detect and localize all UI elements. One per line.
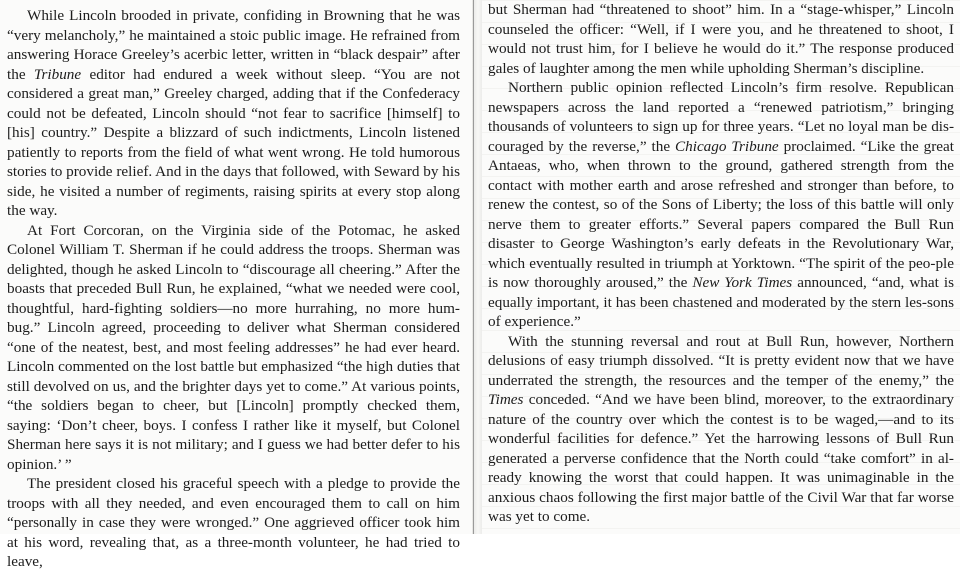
right-p2-text-a: Northern public opinion reflected Lincoln’s firm resolve. Republican newspapers across the land reported a “renewed patriotism,” bringing thousands of volunteers to sign up for three years. “Let no loyal man be dis-couraged by the reverse,” the xyxy=(488,79,954,155)
right-paragraph-3 xyxy=(488,332,954,527)
left-paragraph-3: The president closed his graceful speech with a pledge to provide the troops with all they needed, and even encouraged them to call on him “personally in case they were wronged.” One aggrieved officer took him at his word, revealing that, as a three-month volunteer, he had tried to leave, xyxy=(7,475,460,570)
right-p3-text-a: With the stunning reversal and rout at Bull Run, however, Northern delusions of easy triumph dissolved. “It is pretty evident now that we have underrated the strength, the resources and the temper of the enemy,” the xyxy=(488,332,954,389)
right-p2-text-b: proclaimed. “Like the great Antaeas, who, when thrown to the ground, gathered strength from the contact with mother earth and arose refreshed and stronger than before, to renew the contest, so of the Sons of Liberty; the loss of this battle will only nerve them to greater efforts.” Several papers compared the Bull Run disaster to George Washington’s early defeats in the Revolutionary War, which eventually resulted in triumph at Yorktown. “The spirit of the peo-ple is now thoroughly aroused,” the xyxy=(488,137,954,291)
column-divider xyxy=(473,0,474,534)
left-p1-text-b: editor had endured a week without sleep. “You are not considered a great man,” Greeley charged, adding that if the Confederacy could not be defeated, Lincoln should “not fear to sacrifice [himself] to [his] country.” Despite a blizzard of such indictments, Lincoln listened patiently to reports from the field of what went wrong. He told humorous stories to provide relief. And in the days that followed, with Seward by his side, he visited a number of regiments, raising spirits at every stop along the way. xyxy=(7,65,460,219)
right-paragraph-1: but Sherman had “threatened to shoot” him. In a “stage-whisper,” Lincoln counseled the officer: “Well, if I were you, and he threatened to shoot, I would not trust him, for I believe he would do it.” The response produced gales of laughter among the men while upholding Sherman’s discipline. xyxy=(488,1,954,77)
right-p3-italic-times: Times xyxy=(488,391,524,408)
right-p2-text-c: announced, “and, what is equally important, it has been chastened and moderated by the stern les-sons of experience.” xyxy=(488,274,954,330)
right-p2-italic-new-york-times: New York Times xyxy=(692,274,793,291)
left-p1-italic-tribune: Tribune xyxy=(33,65,82,83)
right-paragraph-2 xyxy=(488,78,954,332)
right-page xyxy=(482,0,960,534)
left-p1-text-a: While Lincoln brooded in private, confiding in Browning that he was “very melancholy,” he maintained a stoic public image. He refrained from answering Horace Greeley’s acerbic letter, written in “black despair” after the xyxy=(7,7,460,83)
right-p3-text-b: conceded. “And we have been blind, moreover, to the extraordinary nature of the country over which the contest is to be waged,—and to its wonderful facilities for defence.” Yet the harrowing lessons of Bull Run generated a perverse confidence that the North could “take comfort” in al-ready knowing the worst that could happen. It was unimaginable in the anxious chaos following the first major battle of the Civil War that far worse was yet to come. xyxy=(488,391,954,525)
left-paragraph-2: At Fort Corcoran, on the Virginia side of the Potomac, he asked Colonel William T. Sherman if he could address the troops. Sherman was delighted, though he asked Lincoln to “discourage all cheering.” After the boasts that preceded Bull Run, he explained, “what we needed were cool, thoughtful, hard-fighting soldiers—no more hurrahing, no more hum-bug.” Lincoln agreed, proceeding to deliver what Sherman considered “one of the neatest, best, and most feeling addresses” he had ever heard. Lincoln commented on the lost battle but emphasized “the high duties that still devolved on us, and the brighter days yet to come.” At various points, “the soldiers began to cheer, but [Lincoln] promptly checked them, saying: ‘Don’t cheer, boys. I confess I rather like it myself, but Colonel Sherman here says it is not military; and I guess we had better defer to his opinion.’ ” xyxy=(7,221,460,473)
right-p2-italic-chicago-tribune: Chicago Tribune xyxy=(675,137,779,155)
left-page xyxy=(0,0,472,570)
left-paragraph-1 xyxy=(7,6,460,221)
